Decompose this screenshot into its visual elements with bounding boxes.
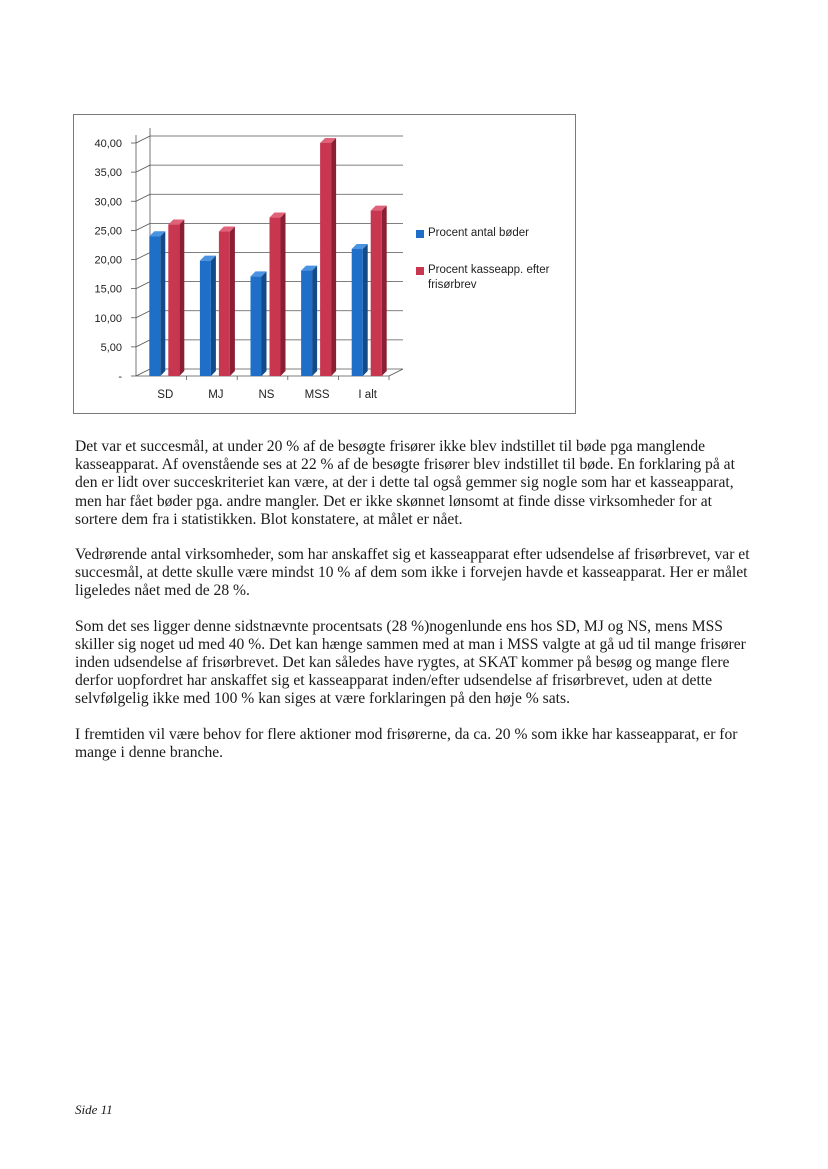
gridline-side xyxy=(136,165,150,172)
gridline-side xyxy=(136,340,150,347)
bar xyxy=(301,271,312,376)
bar xyxy=(251,276,262,376)
x-tick-label: MJ xyxy=(208,389,224,401)
floor-side xyxy=(389,369,403,376)
bar xyxy=(352,249,363,376)
bar xyxy=(371,211,382,376)
legend-label: Procent kasseapp. efter frisørbrev xyxy=(428,264,550,291)
legend-label: Procent antal bøder xyxy=(428,227,530,239)
bar xyxy=(270,218,281,376)
gridline-side xyxy=(136,136,150,143)
bar xyxy=(149,236,160,376)
y-tick-label: 5,00 xyxy=(100,341,122,354)
x-tick-label: I alt xyxy=(358,389,377,401)
legend-swatch-red xyxy=(416,267,424,275)
x-tick-label: SD xyxy=(157,389,174,401)
gridline-side xyxy=(136,194,150,201)
body-text xyxy=(75,438,750,779)
bar-side xyxy=(382,206,387,376)
bar xyxy=(320,143,331,376)
x-tick-label: NS xyxy=(258,389,275,401)
y-tick-label: 20,00 xyxy=(94,254,122,267)
chart-legend xyxy=(416,226,576,315)
bar-side xyxy=(230,227,235,376)
y-tick-label: 10,00 xyxy=(94,312,122,325)
legend-item-kasseapp xyxy=(416,263,576,293)
paragraph: Det var et succesmål, at under 20 % af de besøgte frisører ikke blev indstillet til bøde pga manglende kasseapparat. Af ovenstående ses at 22 % af de besøgte frisører blev indstillet til bøde. En forklaring på at den er lidt over succeskriteriet kan være, at der i dette tal også gemmer sig nogle som har et kasseapparat, men har fået bøder pga. andre mangler. Det er ikke skønnet lønsomt at finde disse virksomheder for at sortere dem fra i statistikken. Blot konstatere, at målet er nået. xyxy=(75,438,735,528)
paragraph: Som det ses ligger denne sidstnævnte procentsats (28 %)nogenlunde ens hos SD, MJ og NS, mens MSS skiller sig noget ud med 40 %. Det kan hænge sammen med at man i MSS valgte at gå ud til mange frisører inden udsendelse af frisørbrevet. Det kan således have rygtes, at SKAT kommer på besøg og mange flere derfor uopfordret har anskaffet sig et kasseapparat inden/efter udsendelse af frisørbrevet, uden at dette selvfølgelig ikke med 100 % kan siges at være forklaringen på den høje % sats. xyxy=(75,617,746,708)
y-tick-label: - xyxy=(118,371,122,383)
page-footer: Side 11 xyxy=(75,1102,113,1117)
paragraph: Vedrørende antal virksomheder, som har anskaffet sig et kasseapparat efter udsendelse af frisørbrevet, var et succesmål, at dette skulle være mindst 10 % af dem som ikke i forvejen havde et kasseapparat. Her er målet ligeledes nået med de 28 %. xyxy=(75,546,750,600)
bar xyxy=(168,225,179,376)
bar xyxy=(200,261,211,376)
y-tick-label: 15,00 xyxy=(94,283,122,296)
gridline-side xyxy=(136,253,150,260)
gridline-side xyxy=(136,282,150,289)
bar-side xyxy=(363,244,368,376)
y-tick-label: 40,00 xyxy=(94,138,122,150)
gridline-side xyxy=(136,311,150,318)
y-tick-label: 30,00 xyxy=(94,196,122,209)
bar-side xyxy=(281,213,286,376)
gridline-side xyxy=(136,369,150,376)
bar-side xyxy=(331,138,336,376)
bar-side xyxy=(262,271,267,376)
x-tick-label: MSS xyxy=(304,389,330,401)
bar-side xyxy=(179,220,184,376)
gridline-side xyxy=(136,223,150,230)
bar-side xyxy=(211,256,216,376)
y-tick-label: 25,00 xyxy=(94,225,122,238)
y-tick-label: 35,00 xyxy=(94,167,122,180)
bar-side xyxy=(312,266,317,376)
legend-item-bøder xyxy=(416,226,576,241)
bar-chart xyxy=(73,114,576,414)
paragraph: I fremtiden vil være behov for flere aktioner mod frisørerne, da ca. 20 % som ikke har kasseapparat, er for mange i denne branche. xyxy=(75,725,738,761)
bar-side xyxy=(160,231,165,376)
legend-swatch-blue xyxy=(416,230,424,238)
bar xyxy=(219,232,230,376)
